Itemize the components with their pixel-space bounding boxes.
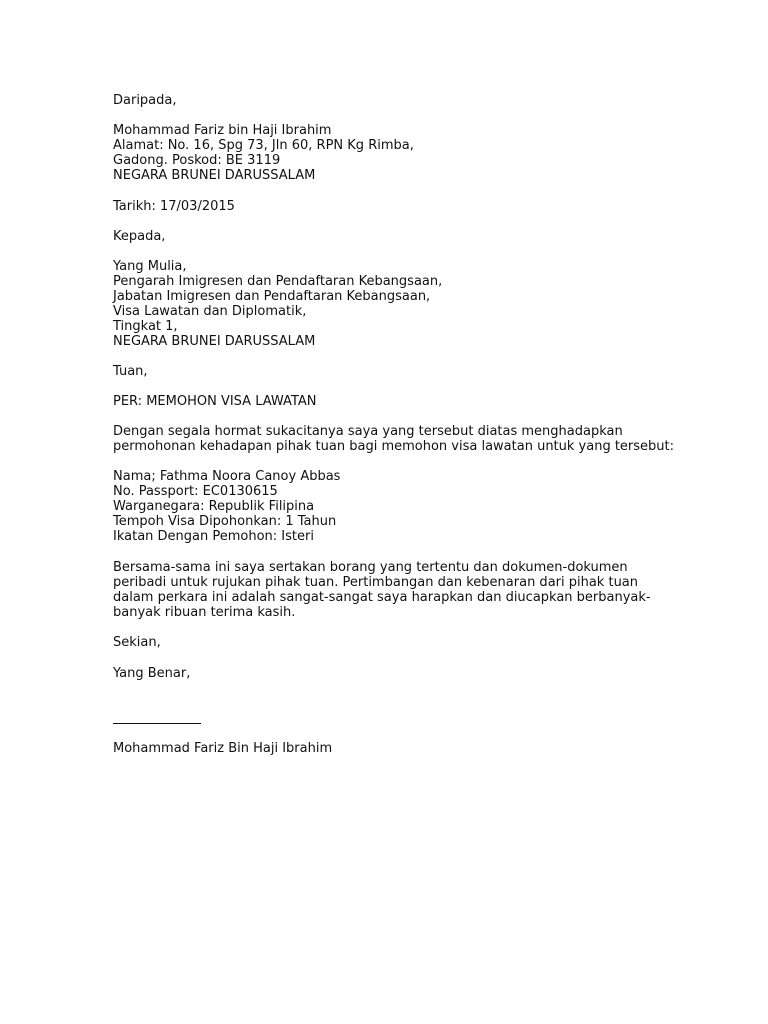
sign-off: Yang Benar, xyxy=(113,666,191,681)
paragraph-2-line-1: Bersama-sama ini saya sertakan borang yang tertentu dan dokumen-dokumen xyxy=(113,560,628,575)
opening-from: Daripada, xyxy=(113,93,177,108)
salutation: Tuan, xyxy=(113,364,148,379)
paragraph-1-line-1: Dengan segala hormat sukacitanya saya yang tersebut diatas menghadapkan xyxy=(113,424,623,439)
recipient-country: NEGARA BRUNEI DARUSSALAM xyxy=(113,334,316,349)
subject-line: PER: MEMOHON VISA LAWATAN xyxy=(113,394,317,409)
sender-name: Mohammad Fariz bin Haji Ibrahim xyxy=(113,123,332,138)
sender-address-line1: Alamat: No. 16, Spg 73, Jln 60, RPN Kg Rimba, xyxy=(113,138,414,153)
detail-name: Nama; Fathma Noora Canoy Abbas xyxy=(113,469,341,484)
detail-relationship: Ikatan Dengan Pemohon: Isteri xyxy=(113,529,314,544)
detail-visa-period: Tempoh Visa Dipohonkan: 1 Tahun xyxy=(113,514,337,529)
recipient-line4: Tingkat 1, xyxy=(113,319,178,334)
paragraph-2-line-4: banyak ribuan terima kasih. xyxy=(113,605,296,620)
recipient-line3: Visa Lawatan dan Diplomatik, xyxy=(113,304,307,319)
letter-date: Tarikh: 17/03/2015 xyxy=(113,199,235,214)
recipient-line1: Pengarah Imigresen dan Pendaftaran Kebangsaan, xyxy=(113,274,443,289)
sender-country: NEGARA BRUNEI DARUSSALAM xyxy=(113,168,316,183)
to-label: Kepada, xyxy=(113,229,166,244)
signature-line xyxy=(113,723,201,724)
paragraph-2-line-2: peribadi untuk rujukan pihak tuan. Pertimbangan dan kebenaran dari pihak tuan xyxy=(113,575,639,590)
recipient-line2: Jabatan Imigresen dan Pendaftaran Kebangsaan, xyxy=(113,289,431,304)
paragraph-1-line-2: permohonan kehadapan pihak tuan bagi memohon visa lawatan untuk yang tersebut: xyxy=(113,439,675,454)
signature-name: Mohammad Fariz Bin Haji Ibrahim xyxy=(113,741,333,756)
paragraph-2-line-3: dalam perkara ini adalah sangat-sangat saya harapkan dan diucapkan berbanyak- xyxy=(113,590,651,605)
closing: Sekian, xyxy=(113,635,161,650)
detail-nationality: Warganegara: Republik Filipina xyxy=(113,499,315,514)
detail-passport: No. Passport: EC0130615 xyxy=(113,484,278,499)
sender-address-line2: Gadong. Poskod: BE 3119 xyxy=(113,153,281,168)
recipient-honorific: Yang Mulia, xyxy=(113,259,187,274)
